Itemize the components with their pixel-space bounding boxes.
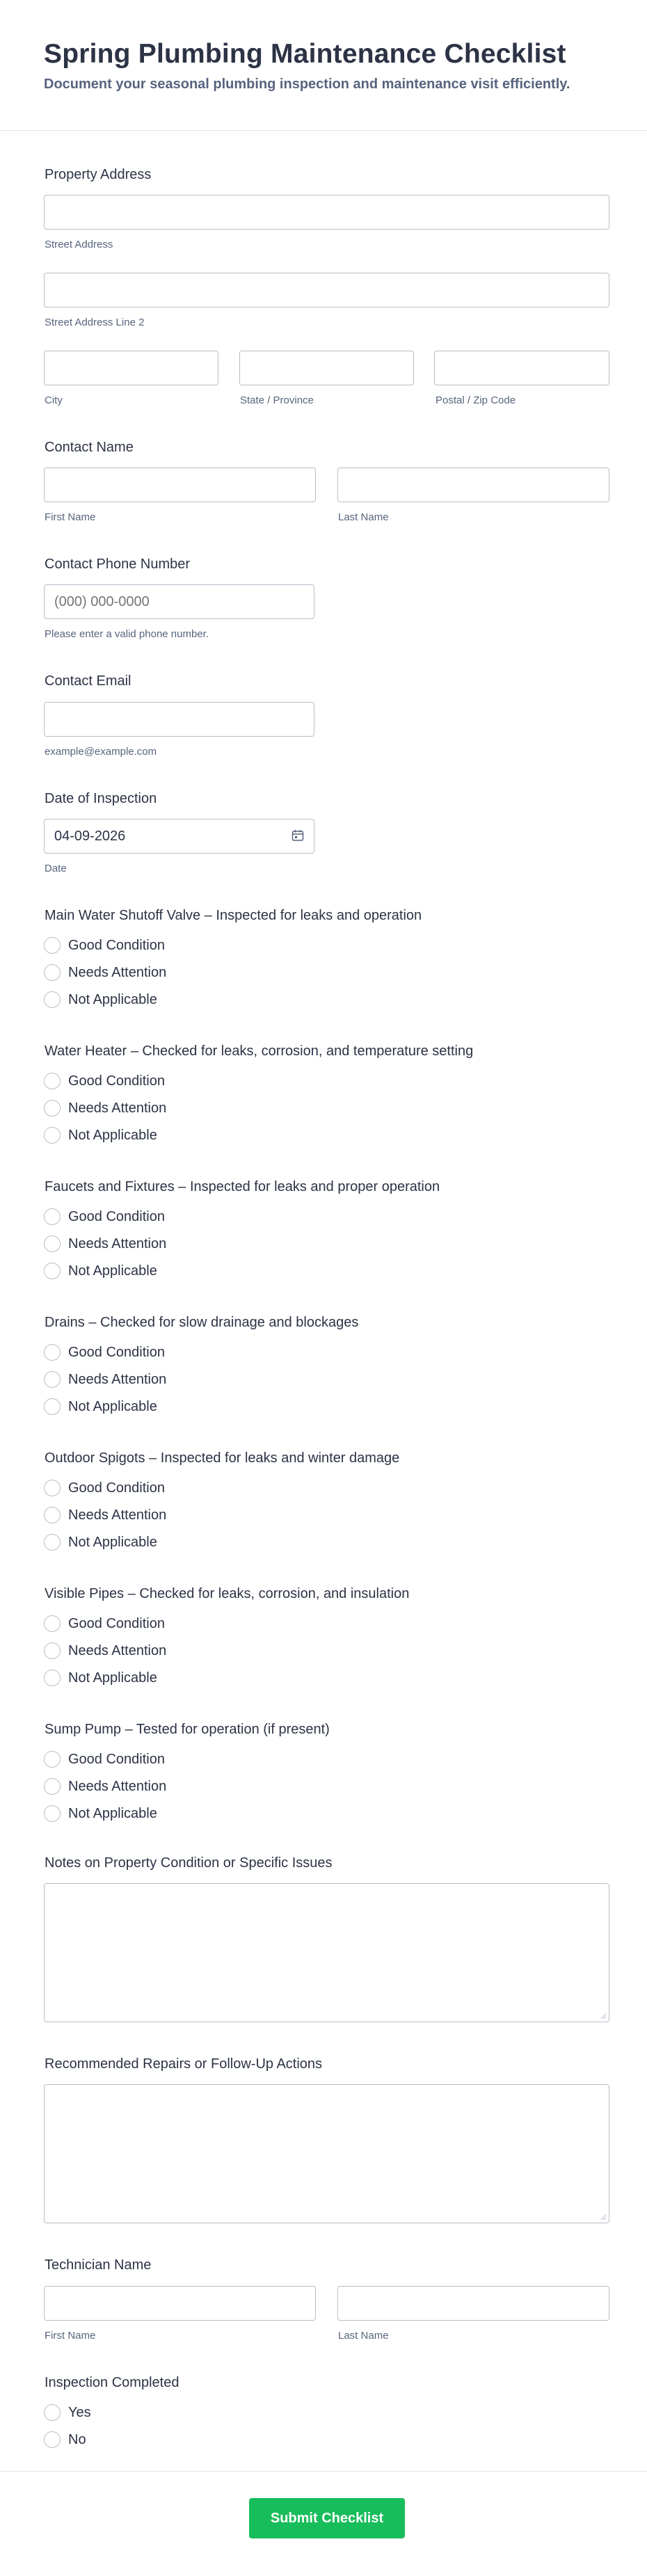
- radio-button[interactable]: [44, 1398, 61, 1415]
- checklist-option[interactable]: [44, 1126, 157, 1144]
- checklist-option[interactable]: [44, 1235, 166, 1253]
- technician-last-name-sublabel: Last Name: [338, 2330, 389, 2342]
- checklist-option[interactable]: [44, 1615, 165, 1633]
- inspection-date-sublabel: Date: [45, 863, 67, 874]
- radio-button[interactable]: [44, 1235, 61, 1252]
- technician-first-name-sublabel: First Name: [45, 2330, 96, 2342]
- checklist-question-label: Main Water Shutoff Valve – Inspected for leaks and operation: [45, 908, 422, 923]
- technician-first-name-input[interactable]: [44, 2286, 316, 2321]
- checklist-option[interactable]: [44, 963, 166, 982]
- radio-button[interactable]: [44, 1127, 61, 1144]
- contact-name-label: Contact Name: [45, 440, 134, 455]
- radio-button[interactable]: [44, 964, 61, 981]
- radio-button[interactable]: [44, 991, 61, 1008]
- radio-button[interactable]: [44, 1751, 61, 1768]
- radio-label: Needs Attention: [68, 1372, 167, 1387]
- submit-checklist-button[interactable]: Submit Checklist: [249, 2498, 405, 2538]
- checklist-question-label: Visible Pipes – Checked for leaks, corrosion, and insulation: [45, 1586, 410, 1601]
- radio-button[interactable]: [44, 1344, 61, 1361]
- radio-label: Good Condition: [68, 1345, 165, 1360]
- radio-button[interactable]: [44, 1615, 61, 1632]
- radio-button[interactable]: [44, 1805, 61, 1822]
- contact-phone-hint: Please enter a valid phone number.: [45, 628, 209, 640]
- page-subtitle: Document your seasonal plumbing inspection and maintenance visit efficiently.: [44, 77, 570, 92]
- radio-button[interactable]: [44, 937, 61, 954]
- radio-button[interactable]: [44, 1670, 61, 1686]
- checklist-option[interactable]: [44, 936, 165, 954]
- contact-email-input[interactable]: [44, 702, 314, 737]
- checklist-question-label: Sump Pump – Tested for operation (if present): [45, 1722, 330, 1737]
- calendar-icon[interactable]: [291, 829, 305, 842]
- repairs-textarea[interactable]: [44, 2084, 609, 2223]
- checklist-option[interactable]: [44, 1805, 157, 1823]
- zip-sublabel: Postal / Zip Code: [436, 394, 516, 406]
- radio-label: Needs Attention: [68, 1236, 167, 1251]
- radio-button[interactable]: [44, 1263, 61, 1279]
- city-input[interactable]: [44, 351, 218, 385]
- state-sublabel: State / Province: [240, 394, 314, 406]
- contact-email-hint: example@example.com: [45, 746, 157, 758]
- checklist-option[interactable]: [44, 1506, 166, 1524]
- radio-label: Not Applicable: [68, 1806, 157, 1821]
- form-footer: [0, 2471, 647, 2576]
- radio-button[interactable]: [44, 1480, 61, 1496]
- notes-label: Notes on Property Condition or Specific Issues: [45, 1855, 333, 1871]
- street-address-input[interactable]: [44, 195, 609, 230]
- checklist-question-label: Drains – Checked for slow drainage and blockages: [45, 1315, 359, 1330]
- radio-label: Needs Attention: [68, 1101, 167, 1116]
- street-address-line2-sublabel: Street Address Line 2: [45, 317, 145, 328]
- radio-label: Yes: [68, 2405, 91, 2420]
- checklist-question-label: Faucets and Fixtures – Inspected for leaks and proper operation: [45, 1179, 440, 1194]
- radio-button[interactable]: [44, 1073, 61, 1089]
- form-header: [0, 0, 647, 131]
- radio-button[interactable]: [44, 1371, 61, 1388]
- contact-email-label: Contact Email: [45, 673, 131, 689]
- notes-textarea[interactable]: [44, 1883, 609, 2022]
- checklist-option[interactable]: [44, 1099, 166, 1117]
- radio-label: Good Condition: [68, 1616, 165, 1631]
- inspection-date-label: Date of Inspection: [45, 791, 157, 806]
- radio-label: Good Condition: [68, 1209, 165, 1224]
- zip-input[interactable]: [434, 351, 609, 385]
- radio-label: Good Condition: [68, 1752, 165, 1767]
- radio-button[interactable]: [44, 1642, 61, 1659]
- inspection-date-input[interactable]: [44, 819, 314, 854]
- checklist-option[interactable]: [44, 1208, 165, 1226]
- radio-label: Not Applicable: [68, 1670, 157, 1686]
- checklist-option[interactable]: [44, 1072, 165, 1090]
- radio-label: Good Condition: [68, 1073, 165, 1089]
- checklist-option[interactable]: [44, 1642, 166, 1660]
- checklist-option[interactable]: [44, 1262, 157, 1280]
- inspection-completed-no[interactable]: [44, 2431, 86, 2449]
- checklist-option[interactable]: [44, 1398, 157, 1416]
- contact-first-name-input[interactable]: [44, 467, 316, 502]
- radio-label: Good Condition: [68, 1480, 165, 1496]
- radio-button[interactable]: [44, 1507, 61, 1523]
- radio-label: Needs Attention: [68, 965, 167, 980]
- page-title: Spring Plumbing Maintenance Checklist: [44, 39, 566, 69]
- radio-button[interactable]: [44, 2431, 61, 2448]
- resize-handle-icon[interactable]: [600, 2214, 607, 2221]
- radio-label: Needs Attention: [68, 1507, 167, 1523]
- radio-label: Not Applicable: [68, 1128, 157, 1143]
- checklist-option[interactable]: [44, 1533, 157, 1551]
- checklist-option[interactable]: [44, 991, 157, 1009]
- radio-button[interactable]: [44, 1100, 61, 1117]
- radio-label: Good Condition: [68, 938, 165, 953]
- state-input[interactable]: [239, 351, 414, 385]
- contact-phone-label: Contact Phone Number: [45, 557, 191, 572]
- checklist-question-label: Outdoor Spigots – Inspected for leaks and winter damage: [45, 1450, 400, 1466]
- technician-name-label: Technician Name: [45, 2257, 152, 2273]
- radio-label: Needs Attention: [68, 1779, 167, 1794]
- checklist-option[interactable]: [44, 1479, 165, 1497]
- checklist-question-label: Water Heater – Checked for leaks, corrosion, and temperature setting: [45, 1043, 474, 1059]
- checklist-option[interactable]: [44, 1777, 166, 1795]
- checklist-option[interactable]: [44, 1370, 166, 1389]
- contact-last-name-input[interactable]: [337, 467, 609, 502]
- radio-label: Not Applicable: [68, 992, 157, 1007]
- checklist-option[interactable]: [44, 1750, 165, 1768]
- radio-button[interactable]: [44, 1534, 61, 1551]
- radio-button[interactable]: [44, 2404, 61, 2421]
- repairs-label: Recommended Repairs or Follow-Up Actions: [45, 2056, 323, 2072]
- radio-label: Not Applicable: [68, 1399, 157, 1414]
- checklist-option[interactable]: [44, 1343, 165, 1361]
- inspection-completed-yes[interactable]: [44, 2403, 91, 2422]
- inspection-completed-label: Inspection Completed: [45, 2375, 179, 2390]
- contact-last-name-sublabel: Last Name: [338, 511, 389, 523]
- radio-button[interactable]: [44, 1778, 61, 1795]
- street-address-sublabel: Street Address: [45, 239, 113, 250]
- radio-label: Not Applicable: [68, 1263, 157, 1279]
- contact-first-name-sublabel: First Name: [45, 511, 96, 523]
- checklist-option[interactable]: [44, 1669, 157, 1687]
- radio-label: Not Applicable: [68, 1535, 157, 1550]
- street-address-line2-input[interactable]: [44, 273, 609, 307]
- technician-last-name-input[interactable]: [337, 2286, 609, 2321]
- resize-handle-icon[interactable]: [600, 2013, 607, 2019]
- radio-label: Needs Attention: [68, 1643, 167, 1658]
- inspection-date-field[interactable]: [44, 819, 314, 854]
- radio-label: No: [68, 2432, 86, 2447]
- city-sublabel: City: [45, 394, 63, 406]
- radio-button[interactable]: [44, 1208, 61, 1225]
- contact-phone-input[interactable]: [44, 584, 314, 619]
- property-address-label: Property Address: [45, 167, 152, 182]
